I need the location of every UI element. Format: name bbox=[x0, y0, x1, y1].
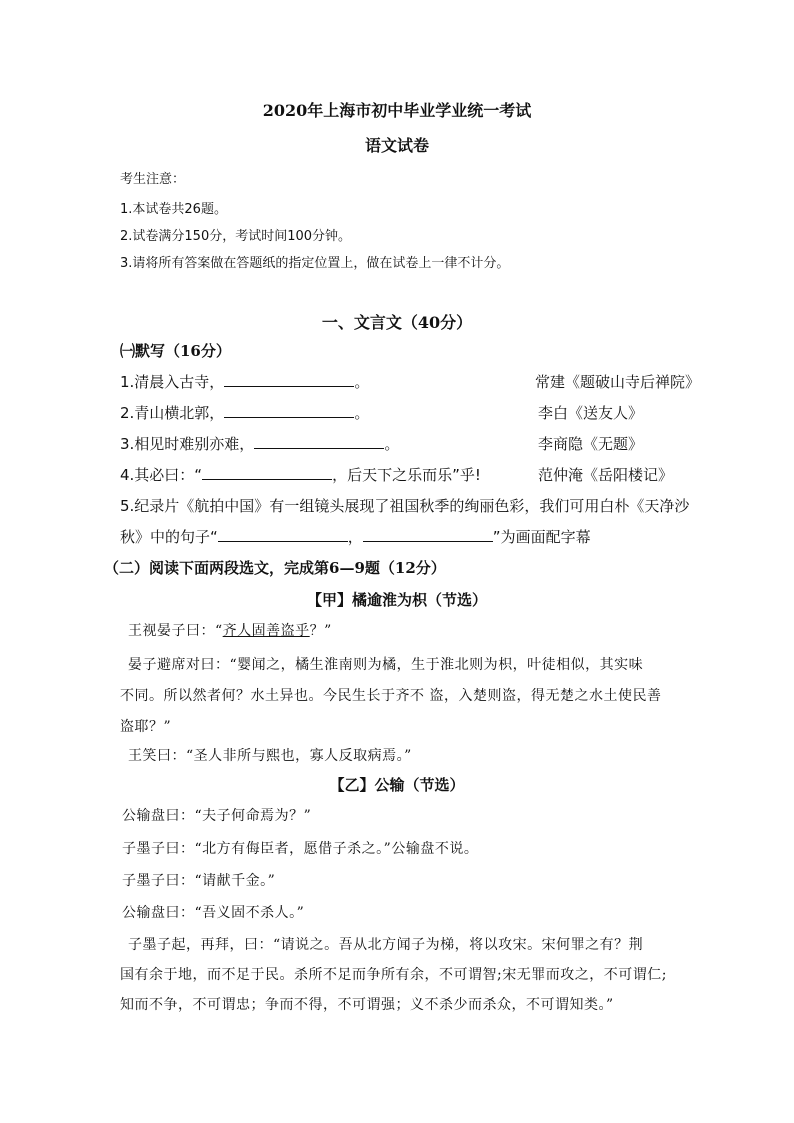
passage-b-paragraph-cont: 国有余于地，而不足于民。杀所不足而争所有余，不可谓智;宋无罪而攻之，不可谓仁; bbox=[120, 967, 667, 983]
question-text: 4.其必曰：“ bbox=[120, 466, 203, 484]
question-text: 3.相见时难别亦难， bbox=[120, 435, 255, 453]
answer-blank[interactable] bbox=[224, 403, 354, 418]
notice-item: 3.请将所有答案做在答题纸的指定位置上，做在试卷上一律不计分。 bbox=[120, 256, 510, 271]
passage-a-title: 【甲】橘逾淮为枳（节选） bbox=[306, 591, 487, 609]
question-text: 2.青山横北郭， bbox=[120, 404, 225, 422]
question-source: 李白《送友人》 bbox=[538, 404, 644, 422]
passage-a-paragraph-cont: 不同。所以然者何？水土异也。今民生长于齐不 盗，入楚则盗，得无楚之水土使民善 bbox=[120, 688, 662, 704]
question-end: 。 bbox=[384, 435, 400, 453]
passage-a-paragraph: 晏子避席对曰：“婴闻之，橘生淮南则为橘，生于淮北则为枳，叶徒相似，其实味 bbox=[128, 657, 644, 673]
passage-a-paragraph-cont: 盗耶？” bbox=[120, 719, 172, 735]
passage-a-paragraph bbox=[128, 620, 332, 640]
passage-b-paragraph: 公输盘曰：“夫子何命焉为？” bbox=[122, 808, 312, 824]
exam-title: 2020年上海市初中毕业学业统一考试 bbox=[262, 101, 532, 120]
part-title-reading: （二）阅读下面两段选文，完成第6—9题（12分） bbox=[104, 559, 446, 577]
question-3 bbox=[120, 433, 399, 454]
notice-item: 1.本试卷共26题。 bbox=[120, 202, 227, 217]
exam-subtitle: 语文试卷 bbox=[364, 136, 429, 155]
answer-blank[interactable] bbox=[254, 434, 384, 449]
passage-text: ？” bbox=[309, 623, 332, 639]
part-title-dictation: ㈠默写（16分） bbox=[120, 342, 231, 360]
answer-blank[interactable] bbox=[218, 527, 348, 542]
notice-heading: 考生注意： bbox=[120, 172, 186, 187]
question-source: 常建《题破山寺后禅院》 bbox=[535, 373, 701, 391]
question-2 bbox=[120, 402, 369, 423]
underlined-sentence: 齐人固善盗乎 bbox=[222, 623, 310, 639]
passage-text: 王视晏子曰：“ bbox=[128, 623, 223, 639]
answer-blank[interactable] bbox=[202, 465, 332, 480]
answer-blank[interactable] bbox=[363, 527, 493, 542]
question-source: 范仲淹《岳阳楼记》 bbox=[538, 466, 674, 484]
question-text: 秋》中的句子“ bbox=[120, 528, 218, 546]
question-text: ，后天下之乐而乐”乎! bbox=[332, 466, 481, 484]
passage-a-paragraph: 王笑曰：“圣人非所与熙也，寡人反取病焉。” bbox=[128, 748, 412, 764]
passage-b-paragraph-cont: 知而不争，不可谓忠；争而不得，不可谓强；义不杀少而杀众，不可谓知类。” bbox=[120, 997, 614, 1013]
passage-b-paragraph: 子墨子起，再拜，曰：“请说之。吾从北方闻子为梯，将以攻宋。宋何罪之有？荆 bbox=[128, 937, 644, 953]
question-4 bbox=[120, 464, 481, 485]
passage-b-paragraph: 子墨子曰：“北方有侮臣者，愿借子杀之。”公输盘不说。 bbox=[122, 841, 479, 857]
section-title: 一、文言文（40分） bbox=[321, 313, 473, 332]
passage-b-paragraph: 公输盘曰：“吾义固不杀人。” bbox=[122, 905, 305, 921]
question-5-line-1: 5.纪录片《航拍中国》有一组镜头展现了祖国秋季的绚丽色彩，我们可用白朴《天净沙 bbox=[120, 497, 690, 515]
question-text: ”为画面配字幕 bbox=[492, 528, 591, 546]
question-end: 。 bbox=[354, 404, 370, 422]
question-end: 。 bbox=[354, 373, 370, 391]
question-1 bbox=[120, 371, 369, 392]
passage-b-paragraph: 子墨子曰：“请献千金。” bbox=[122, 873, 276, 889]
question-text: ， bbox=[347, 528, 363, 546]
passage-b-title: 【乙】公输（节选） bbox=[329, 776, 465, 794]
notice-item: 2.试卷满分150分，考试时间100分钟。 bbox=[120, 229, 352, 244]
question-5-line-2 bbox=[120, 526, 591, 547]
question-text: 1.清晨入古寺， bbox=[120, 373, 225, 391]
answer-blank[interactable] bbox=[224, 372, 354, 387]
question-source: 李商隐《无题》 bbox=[538, 435, 644, 453]
